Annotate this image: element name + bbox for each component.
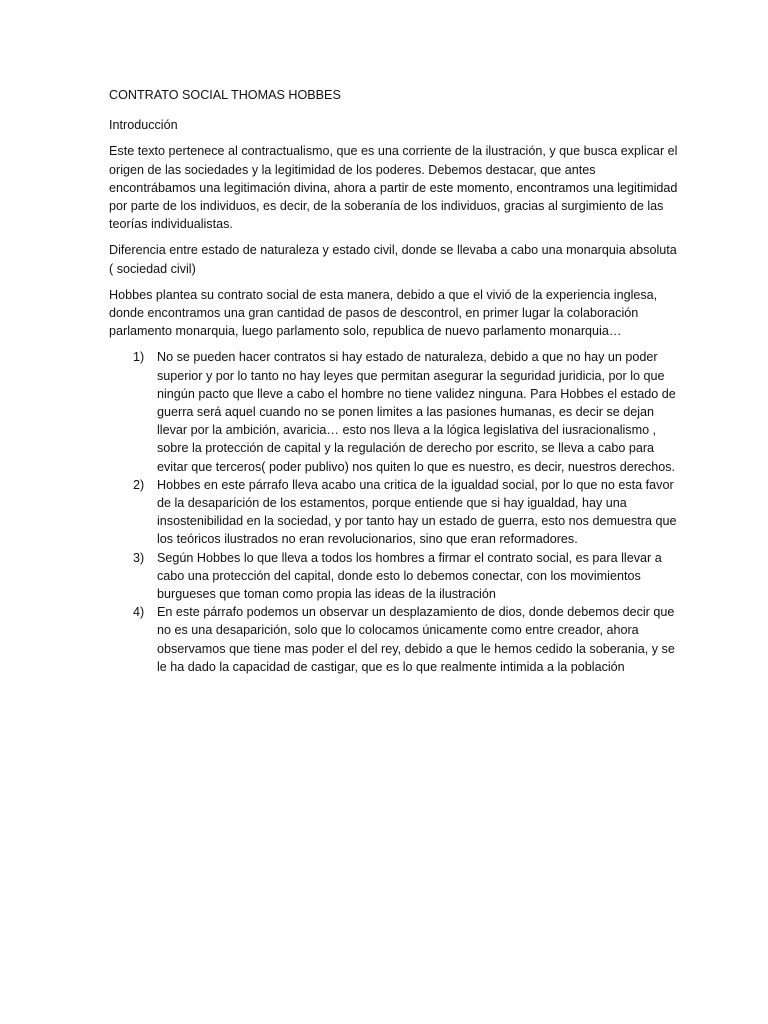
list-item: [109, 549, 681, 604]
section-heading-introduccion: Introducción: [109, 118, 178, 133]
document-body: [109, 86, 681, 676]
list-item-text: Según Hobbes lo que lleva a todos los hombres a firmar el contrato social, es para llevar a cabo una protección del capital, donde esto lo debemos conectar, con los movimientos burgueses que toman como propia las ideas de la ilustración: [157, 550, 662, 602]
list-item-number: 4): [133, 605, 145, 620]
paragraph-diferencia: Diferencia entre estado de naturaleza y estado civil, donde se llevaba a cabo una monarquia absoluta ( sociedad civil): [109, 243, 677, 276]
list-item: [109, 348, 681, 475]
list-item-text: En este párrafo podemos un observar un desplazamiento de dios, donde debemos decir que no es una desaparición, solo que lo colocamos únicamente como entre creador, ahora observamos que tiene mas poder el del rey, debido a que le hemos cedido la soberania, y se le ha dado la capacidad de castigar, que es lo que realmente intimida a la población: [157, 605, 675, 674]
paragraph-intro: Este texto pertenece al contractualismo, que es una corriente de la ilustración, y que busca explicar el origen de las sociedades y la legitimidad de los poderes. Debemos destacar, que antes encontrábamos una legitimación divina, ahora a partir de este momento, encontramos una legitimidad por parte de los individuos, es decir, de la soberanía de los individuos, gracias al surgimiento de las teorías individualistas.: [109, 144, 678, 232]
paragraph-hobbes-plantea: Hobbes plantea su contrato social de esta manera, debido a que el vivió de la experiencia inglesa, donde encontramos una gran cantidad de pasos de descontrol, en primer lugar la colaboración parlamento monarquia, luego parlamento solo, republica de nuevo parlamento monarquia…: [109, 287, 658, 339]
list-item-number: 2): [133, 477, 145, 492]
list-item: [109, 476, 681, 549]
numbered-list: [109, 348, 681, 676]
list-item-text: No se pueden hacer contratos si hay estado de naturaleza, debido a que no hay un poder superior y por lo tanto no hay leyes que permitan asegurar la seguridad juridicia, por lo que ningún pacto que lleve a cabo el hombre no tiene validez ninguna. Para Hobbes el estado de guerra será aquel cuando no se ponen limites a las pasiones humanas, es decir se dejan llevar por la ambición, avaricia… esto nos lleva a la lógica legislativa del iusracionalismo , sobre la protección de capital y la regulación de derecho por escrito, se lleva a cabo para evitar que terceros( poder publivo) nos quiten lo que es nuestro, es decir, nuestros derechos.: [157, 350, 676, 474]
list-item: [109, 603, 681, 676]
list-item-text: Hobbes en este párrafo lleva acabo una critica de la igualdad social, por lo que no esta favor de la desaparición de los estamentos, porque entiende que si hay igualdad, hay una insostenibilidad en la sociedad, y por tanto hay un estado de guerra, esto nos demuestra que los teóricos ilustrados no eran revolucionarios, sino que eran reformadores.: [157, 477, 677, 547]
list-item-number: 3): [133, 550, 145, 565]
list-item-number: 1): [133, 350, 145, 365]
document-title: CONTRATO SOCIAL THOMAS HOBBES: [109, 88, 341, 102]
